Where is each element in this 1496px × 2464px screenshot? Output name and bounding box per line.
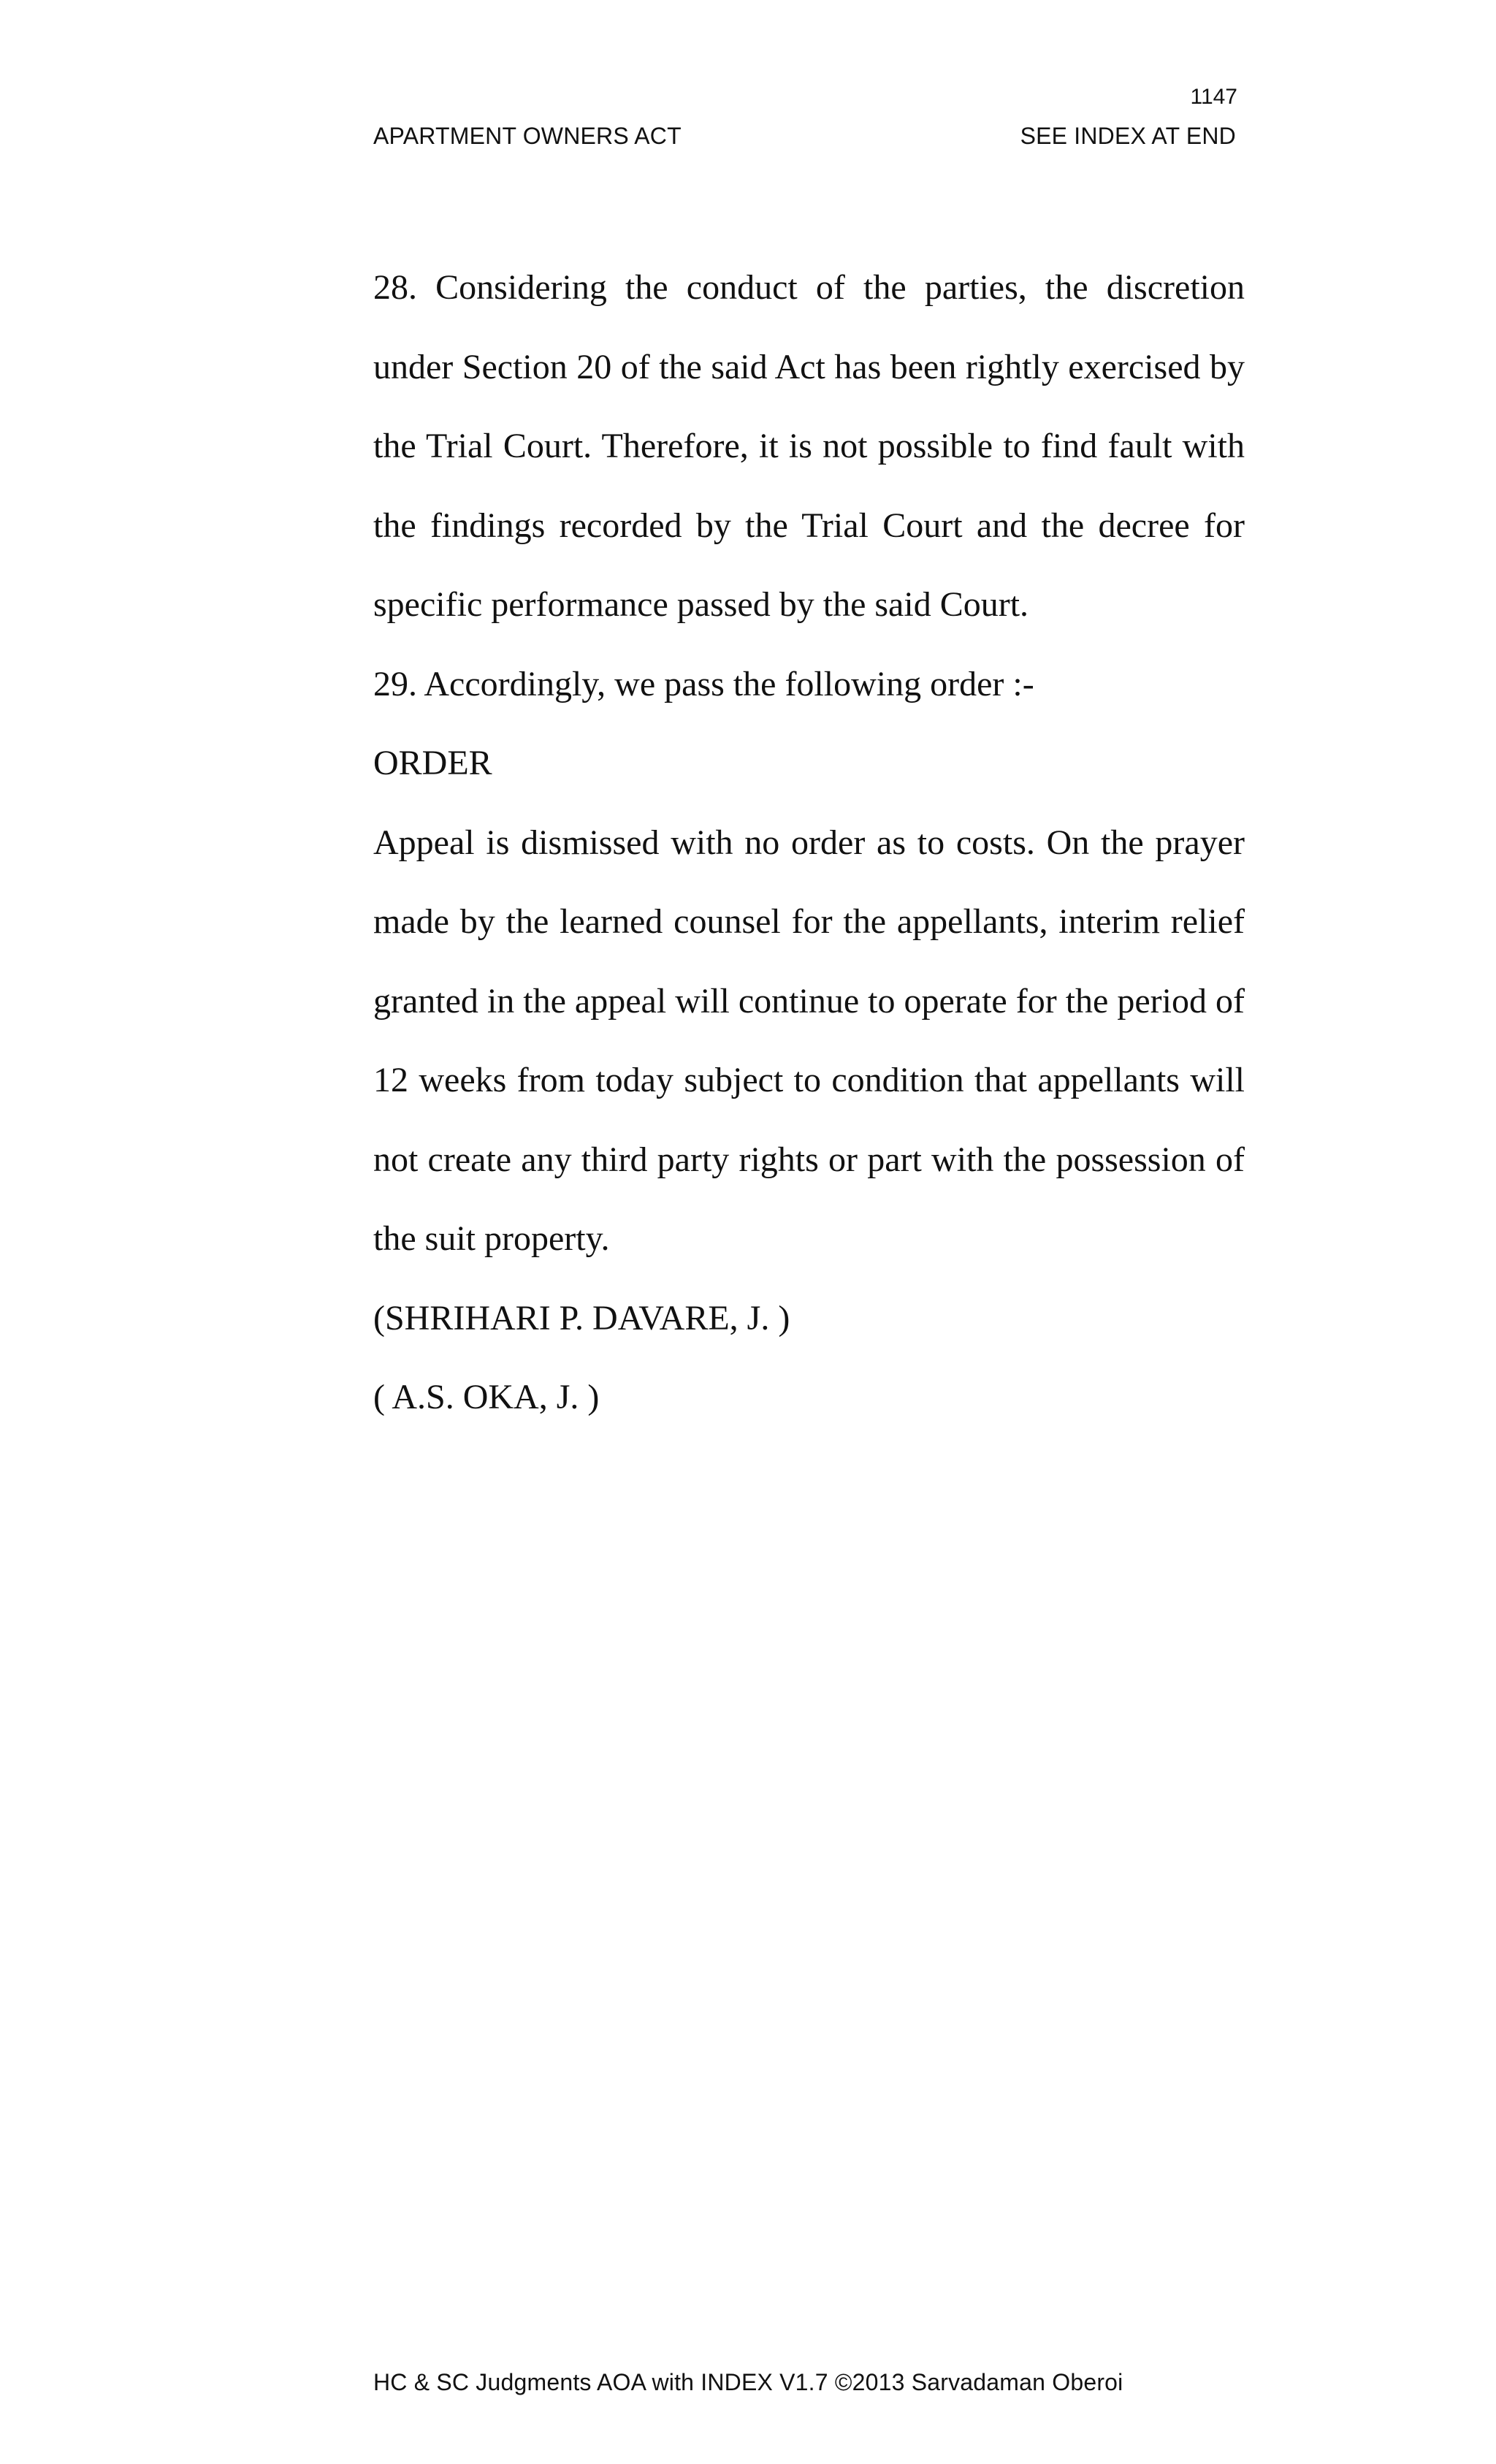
judgment-body xyxy=(373,248,1245,1438)
page-number: 1147 xyxy=(1190,85,1237,109)
running-header-left: APARTMENT OWNERS ACT xyxy=(373,123,682,149)
judge-signature-1: (SHRIHARI P. DAVARE, J. ) xyxy=(373,1298,790,1338)
paragraph-28: 28. Considering the conduct of the parties, the discretion under Section 20 of the said Act has been rightly exercised by the Trial Court. Therefore, it is not possible to find fault with the findings recorded by the Trial Court and the decree for specific performance passed by the said Court. xyxy=(373,268,1245,624)
judge-signature-2: ( A.S. OKA, J. ) xyxy=(373,1378,600,1416)
order-heading: ORDER xyxy=(373,744,492,782)
order-text: Appeal is dismissed with no order as to costs. On the prayer made by the learned counsel for the appellants, interim relief granted in the appeal will continue to operate for the period of 12 weeks from today subject to condition that appellants will not create any third party rights or part with the possession of the suit property. xyxy=(373,823,1245,1258)
page-footer: HC & SC Judgments AOA with INDEX V1.7 ©2013 Sarvadaman Oberoi xyxy=(373,2369,1123,2395)
paragraph-29: 29. Accordingly, we pass the following order :- xyxy=(373,664,1034,703)
running-header-right: SEE INDEX AT END xyxy=(1020,123,1236,149)
